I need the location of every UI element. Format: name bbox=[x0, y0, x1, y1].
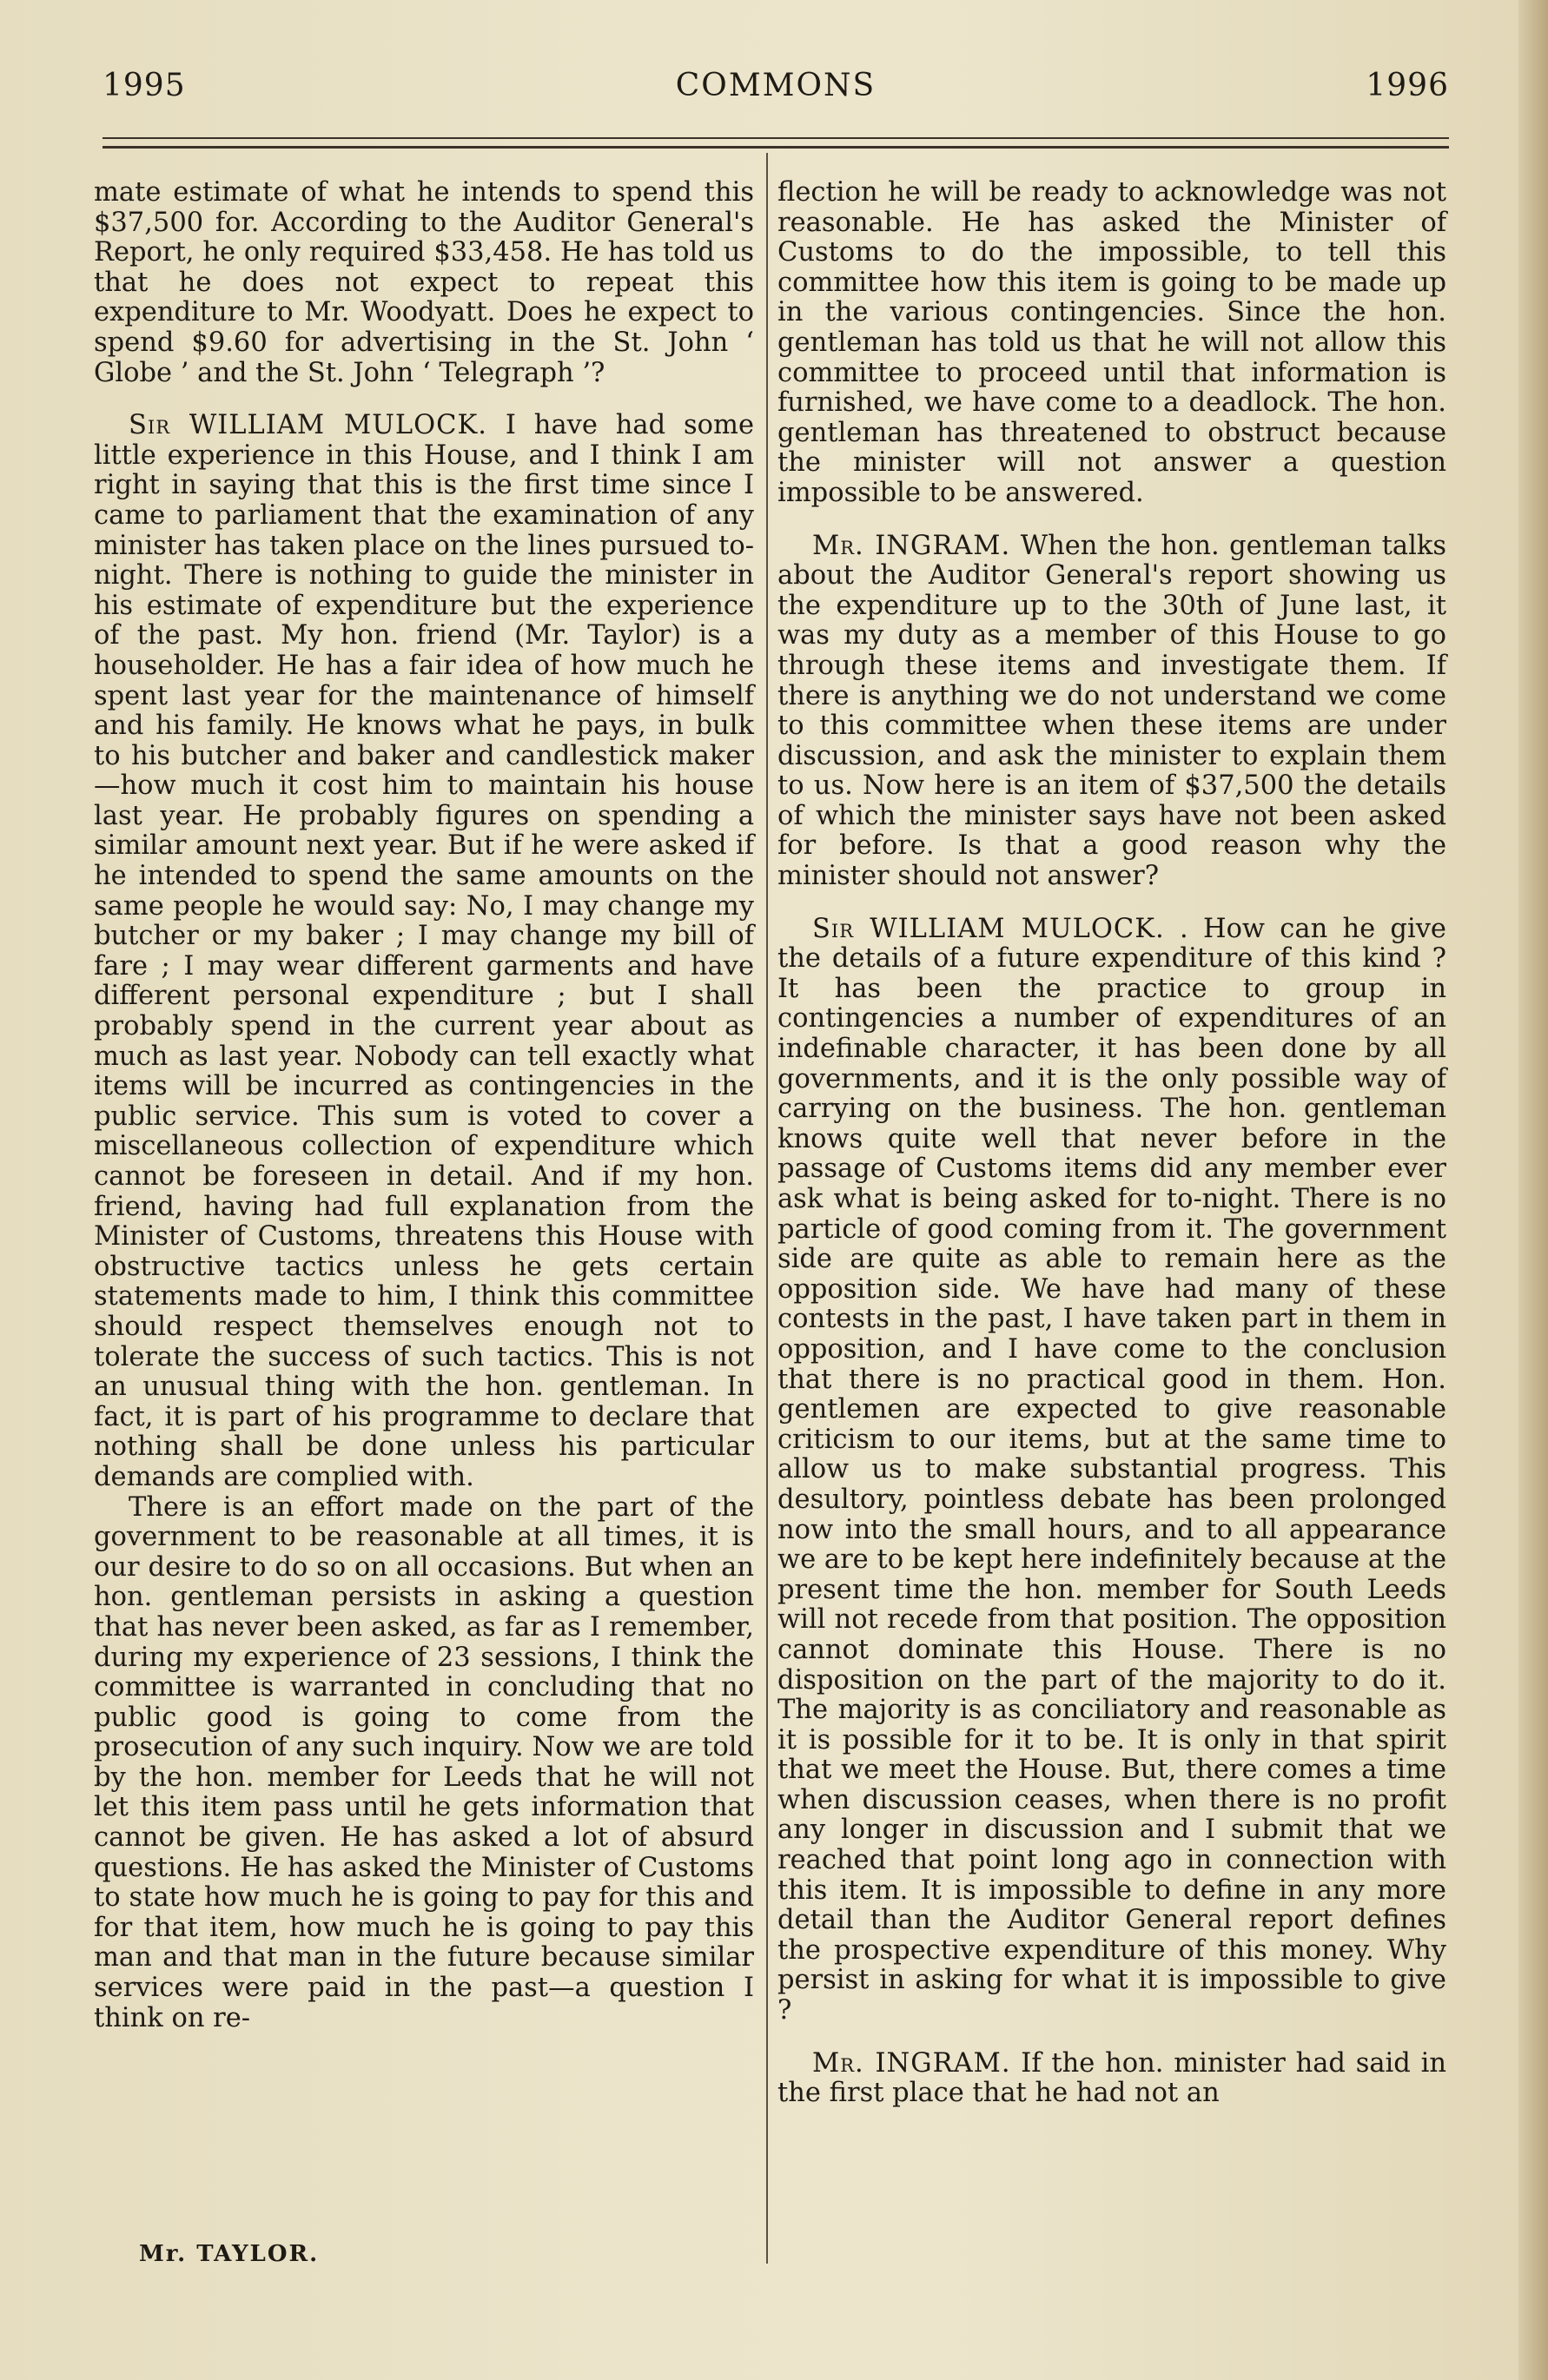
speaker-name: Mr. INGRAM. bbox=[812, 2047, 1011, 2079]
column-divider bbox=[766, 153, 768, 2264]
book-spine-edge bbox=[1518, 0, 1548, 2380]
right-column bbox=[777, 178, 1446, 2109]
running-title: COMMONS bbox=[675, 68, 877, 103]
header-rule-top bbox=[103, 137, 1449, 139]
paragraph: mate estimate of what he intends to spend this $37,500 for. According to the Auditor General's Report, he only required $33,458. He has told us that he does not expect to repeat this expenditure to Mr. Woodyatt. Does he expect to spend $9.60 for advertising in the St. John ‘ Globe ’ and the St. John ‘ Telegraph ’? bbox=[94, 177, 754, 388]
left-column bbox=[94, 178, 754, 2033]
speaker-name: Sir WILLIAM MULOCK. bbox=[129, 410, 487, 441]
footer-speaker-name: Mr. TAYLOR. bbox=[139, 2241, 320, 2267]
speech-text: I have had some little experience in this House, and I think I am right in saying that this is the first time since I came to parliament that the examination of any minister has taken place on the lines pursued to-night. There is nothing to guide the minister in his estimate of expenditure but the experience of the past. My hon. friend (Mr. Taylor) is a householder. He has a fair idea of how much he spent last year for the maintenance of himself and his family. He knows what he pays, in bulk to his butcher and baker and candlestick maker—how much it cost him to maintain his house last year. He probably figures on spending a similar amount next year. But if he were asked if he intended to spend the same amounts on the same people he would say: No, I may change my butcher or my baker ; I may change my bill of fare ; I may wear different garments and have different personal expenditure ; but I shall probably spend in the current year about as much as last year. Nobody can tell exactly what items will be incurred as contingencies in the public service. This sum is voted to cover a miscellaneous collection of expenditure which cannot be foreseen in detail. And if my hon. friend, having had full explanation from the Minister of Customs, threatens this House with obstructive tactics unless he gets certain statements made to him, I think this committee should respect themselves enough not to tolerate the success of such tactics. This is not an unusual thing with the hon. gentleman. In fact, it is part of his programme to declare that nothing shall be done unless his particular demands are complied with. bbox=[94, 410, 755, 1492]
page-number-left: 1995 bbox=[103, 68, 186, 103]
header-rule-bottom bbox=[103, 146, 1449, 149]
paragraph bbox=[94, 411, 754, 1492]
speech-text: When the hon. gentleman talks about the Auditor General's report showing us the expenditure up to the 30th of June last, it was my duty as a member of this House to go through these items and investigate them. If there is anything we do not understand we come to this committee when these items are under discussion, and ask the minister to explain them to us. Now here is an item of $37,500 the details of which the minister says have not been asked for before. Is that a good reason why the minister should not answer? bbox=[777, 530, 1446, 892]
page-header bbox=[103, 68, 1449, 120]
speaker-name: Sir WILLIAM MULOCK. bbox=[812, 913, 1165, 944]
paragraph bbox=[777, 915, 1446, 2026]
speaker-name: Mr. INGRAM. bbox=[812, 530, 1011, 561]
page-number-right: 1996 bbox=[1366, 68, 1449, 103]
speech-text: . How can he give the details of a future expenditure of this kind ? It has been the practice to group in contingencies a number of expenditures of an indefinable character, it has been done by all governments, and it is the only possible way of carrying on the business. The hon. gentleman knows quite well that never before in the passage of Customs items did any member ever ask what is being asked for to-night. There is no particle of good coming from it. The government side are quite as able to remain here as the opposition side. We have had many of these contests in the past, I have taken part in them in opposition, and I have come to the conclusion that there is no practical good in them. Hon. gentlemen are expected to give reasonable criticism to our items, but at the same time to allow us to make substantial progress. This desultory, pointless debate has been prolonged now into the small hours, and to all appearance we are to be kept here indefinitely because at the present time the hon. member for South Leeds will not recede from that position. The opposition cannot dominate this House. There is no disposition on the part of the majority to do it. The majority is as conciliatory and reasonable as it is possible for it to be. It is only in that spirit that we meet the House. But, there comes a time when discussion ceases, when there is no profit any longer in discussion and I submit that we reached that point long ago in connection with this item. It is impossible to define in any more detail than the Auditor General report defines the prospective expenditure of this money. Why persist in asking for what it is impossible to give ? bbox=[777, 913, 1446, 2026]
paragraph: There is an effort made on the part of the government to be reasonable at all times, it is our desire to do so on all occasions. But when an hon. gentleman persists in asking a question that has never been asked, as far as I remember, during my experience of 23 sessions, I think the committee is warranted in concluding that no public good is going to come from the prosecution of any such inquiry. Now we are told by the hon. member for Leeds that he will not let this item pass until he gets information that cannot be given. He has asked a lot of absurd questions. He has asked the Minister of Customs to state how much he is going to pay for this and for that item, how much he is going to pay this man and that man in the future because similar services were paid in the past—a question I think on re- bbox=[94, 1491, 754, 2033]
paragraph bbox=[777, 2049, 1446, 2109]
paragraph: flection he will be ready to acknowledge was not reasonable. He has asked the Minister of Customs to do the impossible, to tell this committee how this item is going to be made up in the various contingencies. Since the hon. gentleman has told us that he will not allow this committee to proceed until that information is furnished, we have come to a deadlock. The hon. gentleman has threatened to obstruct because the minister will not answer a question impossible to be answered. bbox=[777, 177, 1446, 508]
speech-text: If the hon. minister had said in the first place that he had not an bbox=[777, 2047, 1446, 2109]
paragraph bbox=[777, 532, 1446, 892]
